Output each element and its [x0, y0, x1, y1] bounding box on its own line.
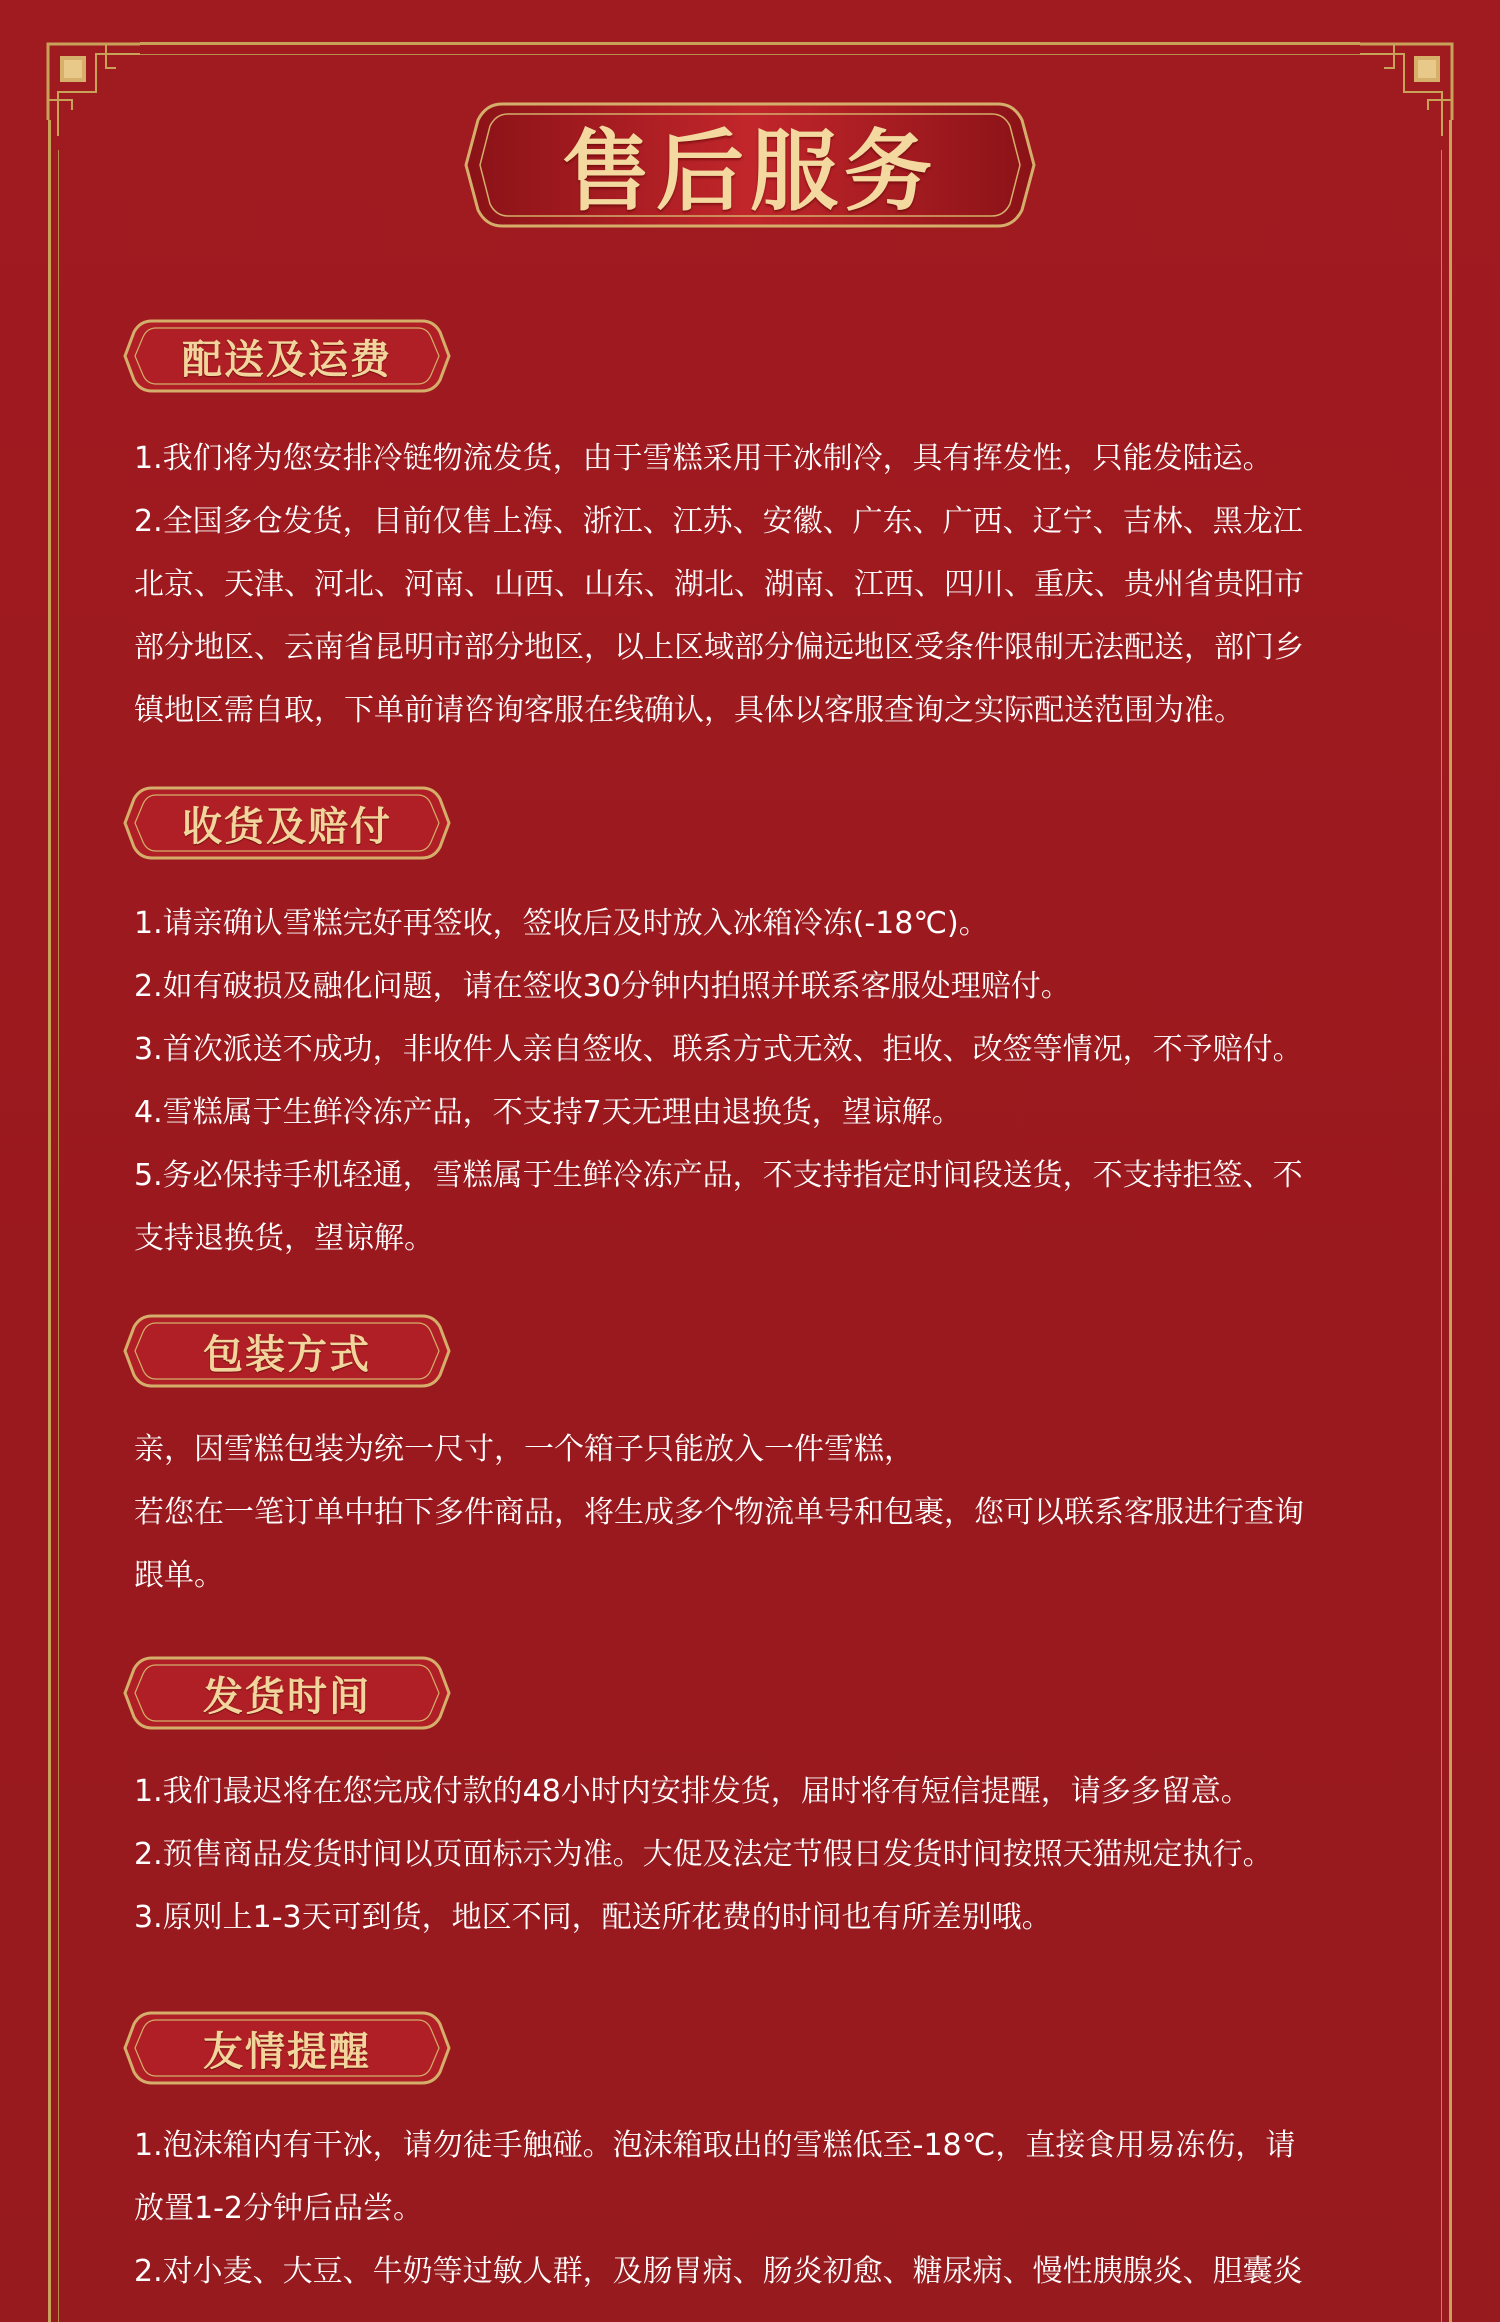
section-header-shipping — [122, 318, 452, 394]
text-line: 支持退换货，望谅解。 — [134, 1221, 434, 1256]
text-line: 部分地区、云南省昆明市部分地区，以上区域部分偏远地区受条件限制无法配送，部门乡 — [134, 630, 1304, 665]
frame-left-inner-line — [58, 150, 59, 2322]
frame-top-inner-line — [140, 54, 1360, 55]
text-line: 2.对小麦、大豆、牛奶等过敏人群，及肠胃病、肠炎初愈、糖尿病、慢性胰腺炎、胆囊炎 — [134, 2254, 1303, 2289]
section-title: 收货及赔付 — [182, 802, 392, 850]
text-line: 3.原则上1-3天可到货，地区不同，配送所花费的时间也有所差别哦。 — [134, 1900, 1052, 1935]
section-header-packaging — [122, 1313, 452, 1389]
text-line: 镇地区需自取，下单前请咨询客服在线确认，具体以客服查询之实际配送范围为准。 — [134, 693, 1244, 728]
section-body-delivery-time — [134, 1760, 1394, 1949]
text-line: 北京、天津、河北、河南、山西、山东、湖北、湖南、江西、四川、重庆、贵州省贵阳市 — [134, 567, 1304, 602]
text-line: 1.泡沫箱内有干冰，请勿徒手触碰。泡沫箱取出的雪糕低至-18℃，直接食用易冻伤，请 — [134, 2128, 1296, 2163]
corner-ornament-top-right — [1354, 40, 1454, 140]
frame-right-inner-line — [1441, 150, 1442, 2322]
text-line: 跟单。 — [134, 1558, 224, 1593]
section-body-receipt — [134, 892, 1394, 1270]
section-body-packaging — [134, 1418, 1394, 1607]
text-line: 5.务必保持手机轻通，雪糕属于生鲜冷冻产品，不支持指定时间段送货，不支持拒签、不 — [134, 1158, 1303, 1193]
section-header-delivery-time — [122, 1655, 452, 1731]
text-line: 若您在一笔订单中拍下多件商品，将生成多个物流单号和包裹，您可以联系客服进行查询 — [134, 1495, 1304, 1530]
section-title: 友情提醒 — [203, 2027, 371, 2075]
page-title: 售后服务 — [561, 119, 938, 223]
section-title: 包装方式 — [203, 1330, 371, 1378]
section-title: 配送及运费 — [182, 335, 392, 383]
text-line: 2.预售商品发货时间以页面标示为准。大促及法定节假日发货时间按照天猫规定执行。 — [134, 1837, 1273, 1872]
text-line: 1.我们最迟将在您完成付款的48小时内安排发货，届时将有短信提醒，请多多留意。 — [134, 1774, 1251, 1809]
corner-ornament-top-left — [46, 40, 146, 140]
text-line: 放置1-2分钟后品尝。 — [134, 2191, 423, 2226]
text-line: 1.请亲确认雪糕完好再签收，签收后及时放入冰箱冷冻(-18℃)。 — [134, 906, 989, 941]
section-body-reminder — [134, 2114, 1394, 2303]
text-line: 2.如有破损及融化问题，请在签收30分钟内拍照并联系客服处理赔付。 — [134, 969, 1071, 1004]
section-body-shipping — [134, 427, 1394, 742]
text-line: 亲，因雪糕包装为统一尺寸，一个箱子只能放入一件雪糕， — [134, 1432, 914, 1467]
text-line: 1.我们将为您安排冷链物流发货，由于雪糕采用干冰制冷，具有挥发性，只能发陆运。 — [134, 441, 1273, 476]
text-line: 2.全国多仓发货，目前仅售上海、浙江、江苏、安徽、广东、广西、辽宁、吉林、黑龙江 — [134, 504, 1303, 539]
frame-right-line — [1449, 120, 1452, 2322]
section-title: 发货时间 — [203, 1672, 371, 1720]
frame-top-line — [140, 42, 1360, 45]
frame-left-line — [48, 120, 51, 2322]
section-header-receipt — [122, 785, 452, 861]
section-header-reminder — [122, 2010, 452, 2086]
text-line: 4.雪糕属于生鲜冷冻产品，不支持7天无理由退换货，望谅解。 — [134, 1095, 962, 1130]
text-line: 3.首次派送不成功，非收件人亲自签收、联系方式无效、拒收、改签等情况，不予赔付。 — [134, 1032, 1303, 1067]
